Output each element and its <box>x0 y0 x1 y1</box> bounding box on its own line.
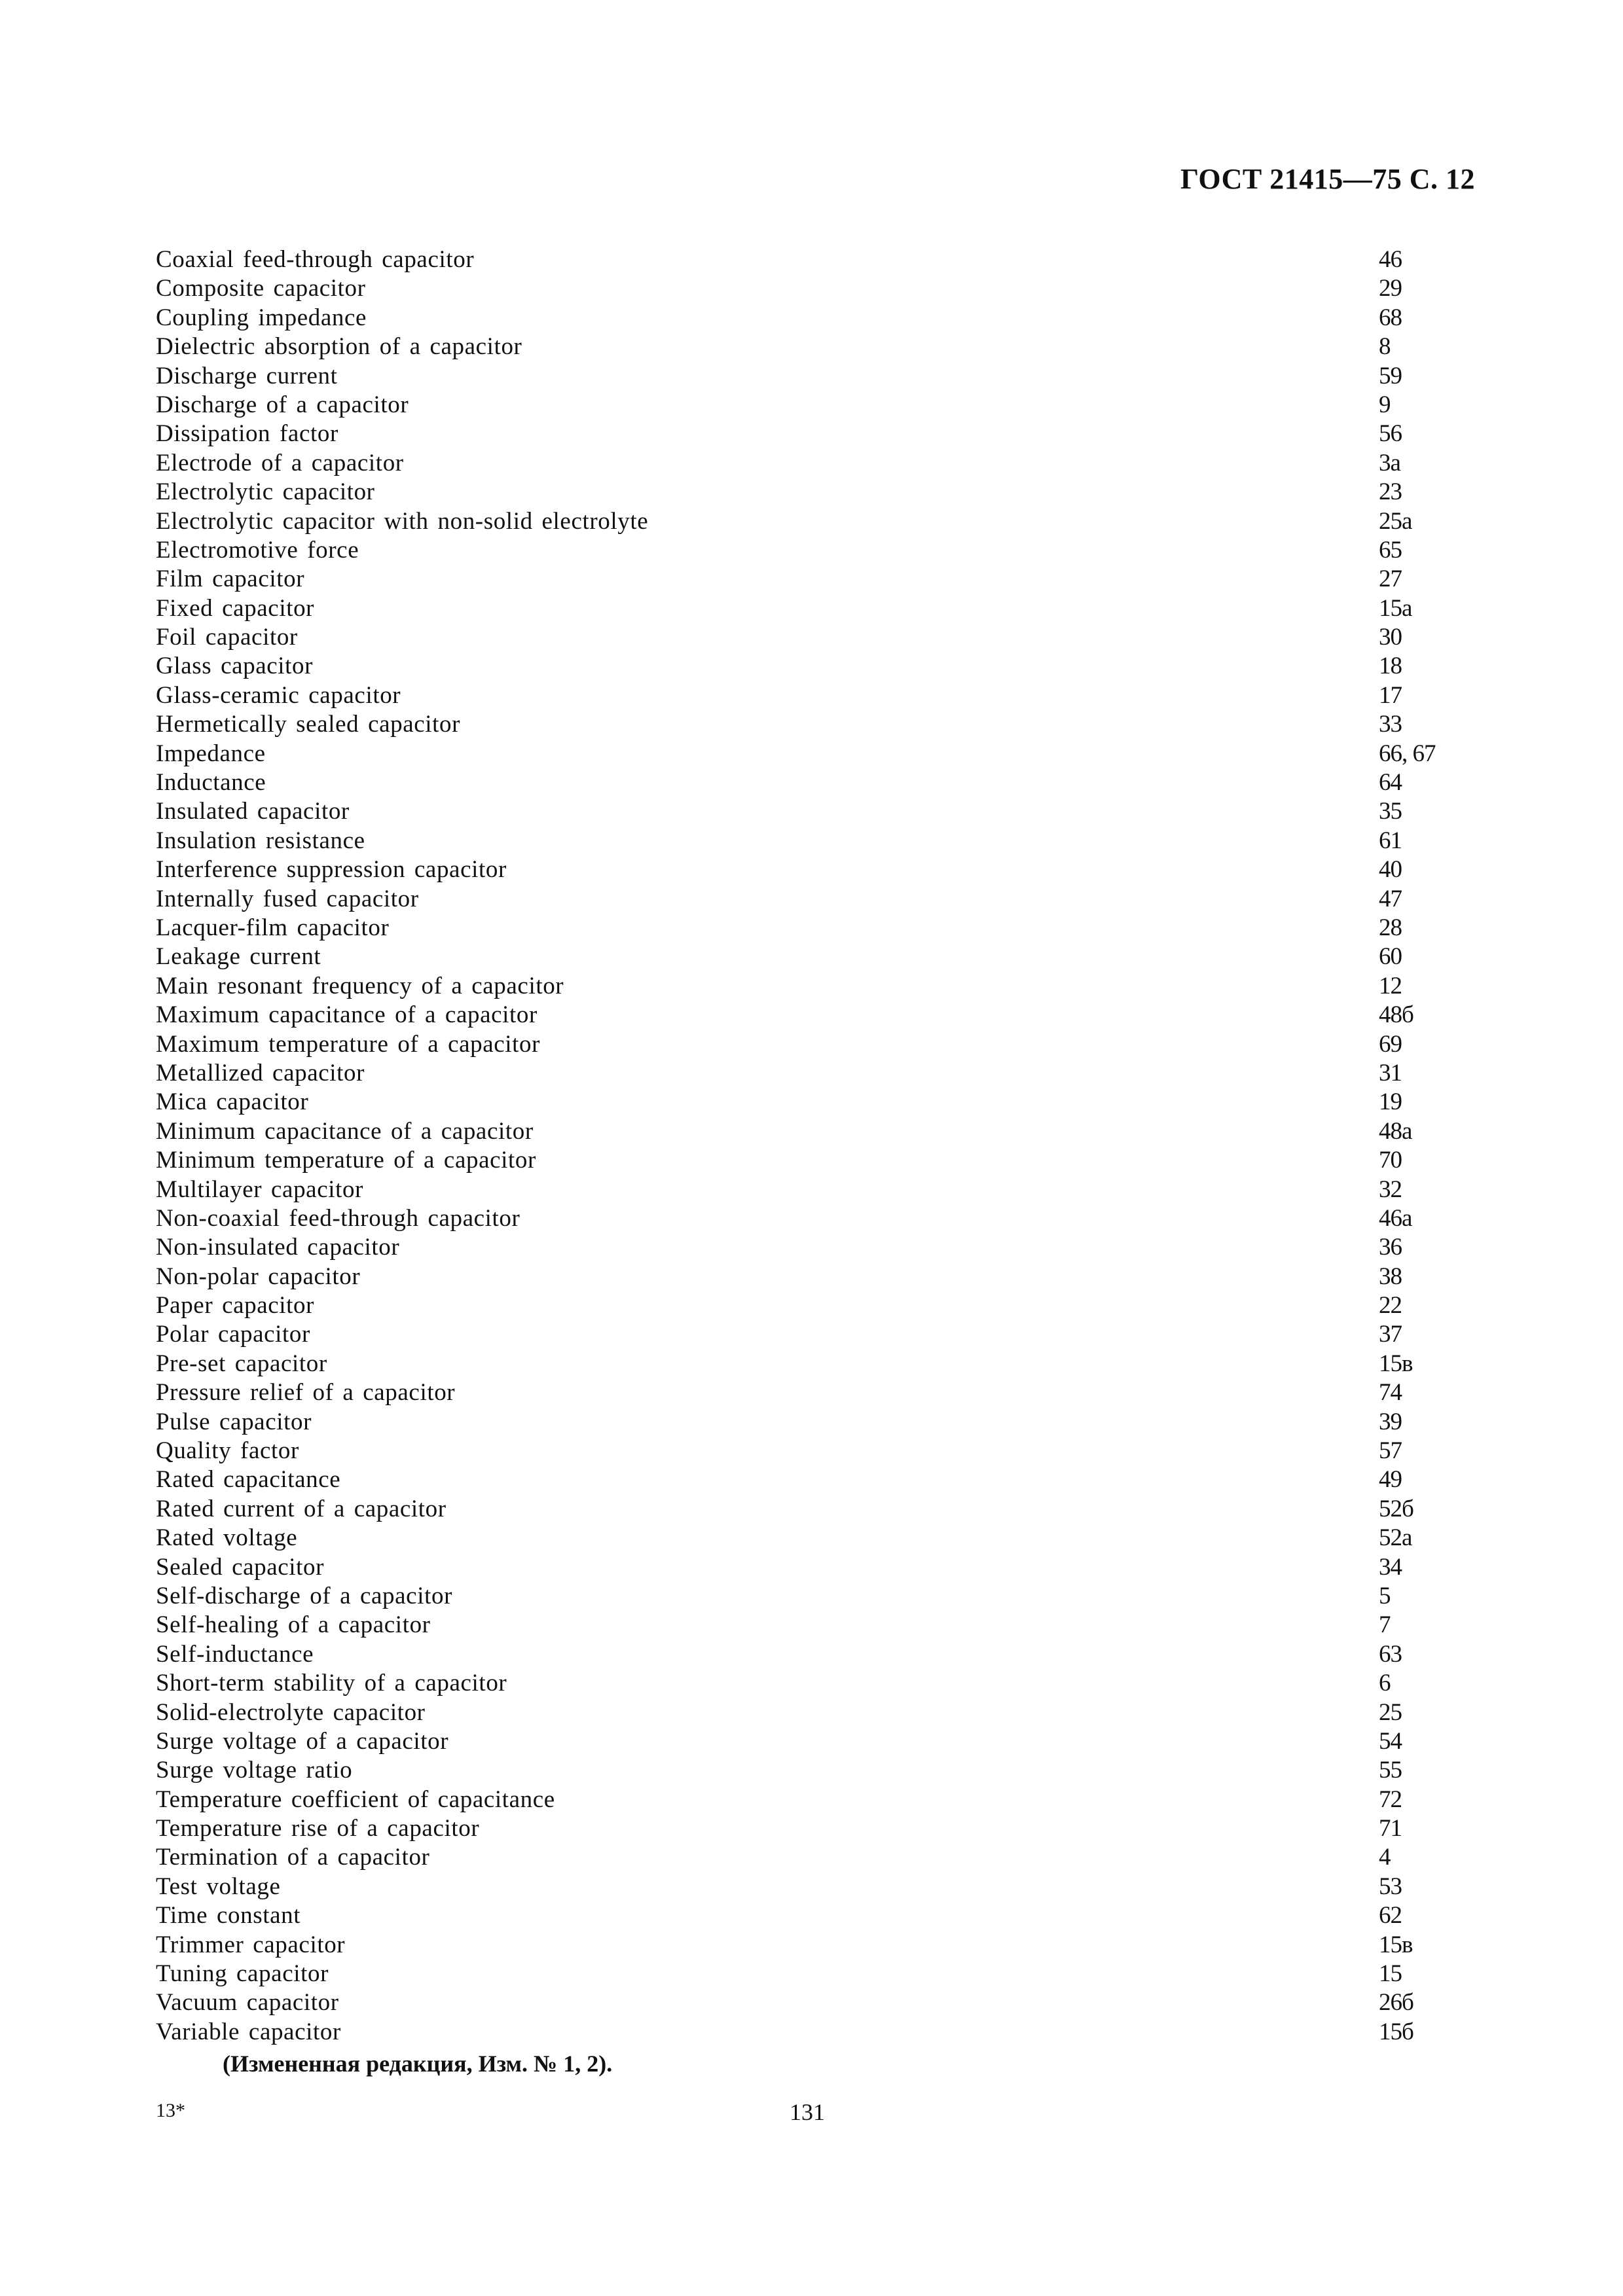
index-reference: 59 <box>1379 362 1402 389</box>
index-entry <box>156 1756 1472 1785</box>
index-term: Paper capacitor <box>156 1292 315 1319</box>
index-term: Dielectric absorption of a capacitor <box>156 333 522 361</box>
index-term: Short-term stability of a capacitor <box>156 1670 507 1697</box>
index-entry <box>156 1088 1472 1117</box>
index-term: Leakage current <box>156 943 321 971</box>
index-term: Vacuum capacitor <box>156 1989 339 2017</box>
index-reference: 15б <box>1379 2018 1413 2045</box>
index-reference: 27 <box>1379 565 1402 593</box>
index-entry <box>156 1931 1472 1960</box>
index-entry <box>156 1291 1472 1320</box>
index-entry <box>156 623 1472 652</box>
index-entry <box>156 594 1472 623</box>
index-entry <box>156 768 1472 797</box>
index-reference: 60 <box>1379 943 1402 971</box>
index-entry <box>156 1146 1472 1175</box>
index-term: Pre-set capacitor <box>156 1350 327 1377</box>
index-term: Self-inductance <box>156 1640 314 1668</box>
index-entry <box>156 391 1472 420</box>
index-entry <box>156 1988 1472 2017</box>
index-reference: 69 <box>1379 1030 1402 1058</box>
index-entry <box>156 1524 1472 1552</box>
index-term: Rated capacitance <box>156 1466 341 1494</box>
index-reference: 9 <box>1379 391 1391 418</box>
revision-note: (Измененная редакция, Изм. № 1, 2). <box>223 2051 613 2077</box>
index-term: Interference suppression capacitor <box>156 856 507 884</box>
index-reference: 29 <box>1379 275 1402 302</box>
index-entry <box>156 797 1472 826</box>
index-reference: 15 <box>1379 1960 1402 1988</box>
index-entry <box>156 710 1472 739</box>
index-term: Glass-ceramic capacitor <box>156 681 401 709</box>
index-reference: 46a <box>1379 1204 1412 1232</box>
index-term: Discharge current <box>156 362 338 389</box>
index-term: Foil capacitor <box>156 624 298 651</box>
index-term: Non-insulated capacitor <box>156 1234 400 1261</box>
index-term: Minimum capacitance of a capacitor <box>156 1117 534 1145</box>
index-entry <box>156 1320 1472 1349</box>
index-reference: 52a <box>1379 1524 1412 1552</box>
index-term: Discharge of a capacitor <box>156 391 409 418</box>
page-header: ГОСТ 21415—75 С. 12 <box>1180 163 1475 195</box>
index-reference: 3a <box>1379 449 1400 476</box>
index-reference: 8 <box>1379 333 1391 361</box>
index-entry <box>156 245 1472 274</box>
index-reference: 55 <box>1379 1757 1402 1784</box>
index-term: Lacquer-film capacitor <box>156 914 390 941</box>
index-term: Trimmer capacitor <box>156 1931 346 1958</box>
index-term: Insulation resistance <box>156 827 365 854</box>
index-term: Temperature rise of a capacitor <box>156 1815 480 1842</box>
index-term: Termination of a capacitor <box>156 1844 430 1871</box>
index-entry <box>156 914 1472 942</box>
index-term: Non-polar capacitor <box>156 1263 361 1290</box>
index-term: Self-discharge of a capacitor <box>156 1582 452 1609</box>
index-entry <box>156 1030 1472 1059</box>
index-term: Composite capacitor <box>156 275 366 302</box>
index-term: Coaxial feed-through capacitor <box>156 246 475 273</box>
index-term: Surge voltage ratio <box>156 1757 353 1784</box>
index-term: Sealed capacitor <box>156 1553 325 1581</box>
index-entry <box>156 332 1472 361</box>
index-reference: 22 <box>1379 1292 1402 1319</box>
index-term: Solid-electrolyte capacitor <box>156 1698 426 1726</box>
index-reference: 37 <box>1379 1321 1402 1348</box>
index-reference: 4 <box>1379 1844 1391 1871</box>
index-reference: 70 <box>1379 1147 1402 1174</box>
index-reference: 63 <box>1379 1640 1402 1668</box>
index-reference: 40 <box>1379 856 1402 884</box>
index-entry <box>156 1350 1472 1378</box>
index-term: Electrolytic capacitor with non-solid electrolyte <box>156 507 649 535</box>
index-entry <box>156 1495 1472 1524</box>
index-term: Time constant <box>156 1902 301 1929</box>
index-entry <box>156 972 1472 1001</box>
index-entry <box>156 1117 1472 1146</box>
index-reference: 74 <box>1379 1379 1402 1407</box>
index-entry <box>156 420 1472 448</box>
index-term: Temperature coefficient of capacitance <box>156 1785 555 1813</box>
index-reference: 71 <box>1379 1815 1402 1842</box>
index-term: Non-coaxial feed-through capacitor <box>156 1204 520 1232</box>
index-term: Variable capacitor <box>156 2018 341 2045</box>
index-term: Rated voltage <box>156 1524 298 1552</box>
index-term: Polar capacitor <box>156 1321 310 1348</box>
index-entry <box>156 827 1472 855</box>
index-reference: 15в <box>1379 1931 1413 1958</box>
index-entry <box>156 1611 1472 1640</box>
index-term: Dissipation factor <box>156 420 338 448</box>
index-entry <box>156 1001 1472 1030</box>
index-term: Maximum temperature of a capacitor <box>156 1030 541 1058</box>
index-term: Metallized capacitor <box>156 1059 365 1086</box>
index-entry <box>156 507 1472 536</box>
index-term: Pressure relief of a capacitor <box>156 1379 456 1407</box>
index-entry <box>156 1059 1472 1088</box>
index-reference: 31 <box>1379 1059 1402 1086</box>
index-reference: 52б <box>1379 1495 1413 1522</box>
index-term: Insulated capacitor <box>156 798 350 825</box>
index-reference: 57 <box>1379 1437 1402 1465</box>
index-entry <box>156 1437 1472 1465</box>
index-reference: 17 <box>1379 681 1402 709</box>
index-reference: 62 <box>1379 1902 1402 1929</box>
index-reference: 18 <box>1379 653 1402 680</box>
index-entry <box>156 1960 1472 1988</box>
index-reference: 7 <box>1379 1611 1391 1639</box>
index-reference: 46 <box>1379 246 1402 273</box>
index-reference: 54 <box>1379 1727 1402 1755</box>
index-reference: 49 <box>1379 1466 1402 1494</box>
index-reference: 6 <box>1379 1670 1391 1697</box>
index-entry <box>156 942 1472 971</box>
index-reference: 72 <box>1379 1785 1402 1813</box>
index-entry <box>156 362 1472 391</box>
index-term: Main resonant frequency of a capacitor <box>156 972 564 999</box>
index-reference: 36 <box>1379 1234 1402 1261</box>
index-entry <box>156 740 1472 768</box>
index-reference: 33 <box>1379 711 1402 738</box>
index-reference: 38 <box>1379 1263 1402 1290</box>
index-reference: 68 <box>1379 304 1402 331</box>
index-entry <box>156 1901 1472 1930</box>
index-entry <box>156 1873 1472 1901</box>
index-term: Quality factor <box>156 1437 299 1465</box>
index-entry <box>156 1669 1472 1698</box>
index-entry <box>156 1378 1472 1407</box>
index-reference: 61 <box>1379 827 1402 854</box>
index-entry <box>156 1814 1472 1843</box>
index-term: Glass capacitor <box>156 653 314 680</box>
index-term: Self-healing of a capacitor <box>156 1611 431 1639</box>
index-entry <box>156 565 1472 594</box>
index-entry <box>156 1204 1472 1233</box>
index-term: Minimum temperature of a capacitor <box>156 1147 536 1174</box>
index-entry <box>156 2018 1472 2047</box>
index-entry <box>156 1553 1472 1582</box>
index-reference: 47 <box>1379 885 1402 912</box>
index-term: Hermetically sealed capacitor <box>156 711 461 738</box>
index-entry <box>156 1843 1472 1872</box>
index-term: Impedance <box>156 740 266 767</box>
index-reference: 30 <box>1379 624 1402 651</box>
index-entry <box>156 478 1472 507</box>
index-reference: 12 <box>1379 972 1402 999</box>
index-reference: 53 <box>1379 1873 1402 1900</box>
index-entry <box>156 1640 1472 1669</box>
index-reference: 28 <box>1379 914 1402 941</box>
term-index-list <box>156 245 1472 2047</box>
index-term: Electrode of a capacitor <box>156 449 404 476</box>
index-entry <box>156 274 1472 303</box>
index-term: Pulse capacitor <box>156 1408 312 1435</box>
index-term: Mica capacitor <box>156 1088 309 1116</box>
index-reference: 25 <box>1379 1698 1402 1726</box>
index-term: Surge voltage of a capacitor <box>156 1727 449 1755</box>
index-term: Tuning capacitor <box>156 1960 329 1988</box>
index-reference: 5 <box>1379 1582 1391 1609</box>
sheet-mark: 13* <box>156 2100 185 2121</box>
index-reference: 25a <box>1379 507 1412 535</box>
index-reference: 23 <box>1379 478 1402 506</box>
index-reference: 56 <box>1379 420 1402 448</box>
index-entry <box>156 1233 1472 1262</box>
page-number: 131 <box>790 2099 825 2125</box>
index-entry <box>156 1175 1472 1204</box>
index-entry <box>156 1408 1472 1437</box>
index-term: Rated current of a capacitor <box>156 1495 447 1522</box>
index-entry <box>156 1465 1472 1494</box>
index-reference: 32 <box>1379 1175 1402 1203</box>
index-entry <box>156 449 1472 478</box>
index-entry <box>156 885 1472 914</box>
index-reference: 34 <box>1379 1553 1402 1581</box>
index-term: Electrolytic capacitor <box>156 478 375 506</box>
index-term: Coupling impedance <box>156 304 367 331</box>
index-reference: 48б <box>1379 1001 1413 1029</box>
index-term: Inductance <box>156 769 266 797</box>
index-entry <box>156 1582 1472 1611</box>
index-entry <box>156 1698 1472 1727</box>
index-reference: 48a <box>1379 1117 1412 1145</box>
index-entry <box>156 304 1472 332</box>
index-entry <box>156 1263 1472 1291</box>
index-entry <box>156 652 1472 681</box>
index-entry <box>156 536 1472 565</box>
index-reference: 64 <box>1379 769 1402 797</box>
index-reference: 39 <box>1379 1408 1402 1435</box>
index-term: Film capacitor <box>156 565 305 593</box>
index-reference: 15a <box>1379 594 1412 622</box>
index-entry <box>156 1785 1472 1814</box>
index-reference: 26б <box>1379 1989 1413 2017</box>
index-entry <box>156 1727 1472 1756</box>
index-reference: 15в <box>1379 1350 1413 1377</box>
index-reference: 66, 67 <box>1379 740 1436 767</box>
index-term: Maximum capacitance of a capacitor <box>156 1001 538 1029</box>
index-reference: 65 <box>1379 536 1402 564</box>
index-term: Electromotive force <box>156 536 359 564</box>
index-entry <box>156 681 1472 710</box>
index-reference: 19 <box>1379 1088 1402 1116</box>
index-term: Internally fused capacitor <box>156 885 419 912</box>
index-term: Fixed capacitor <box>156 594 315 622</box>
index-entry <box>156 855 1472 884</box>
index-term: Multilayer capacitor <box>156 1175 364 1203</box>
index-reference: 35 <box>1379 798 1402 825</box>
index-term: Test voltage <box>156 1873 281 1900</box>
